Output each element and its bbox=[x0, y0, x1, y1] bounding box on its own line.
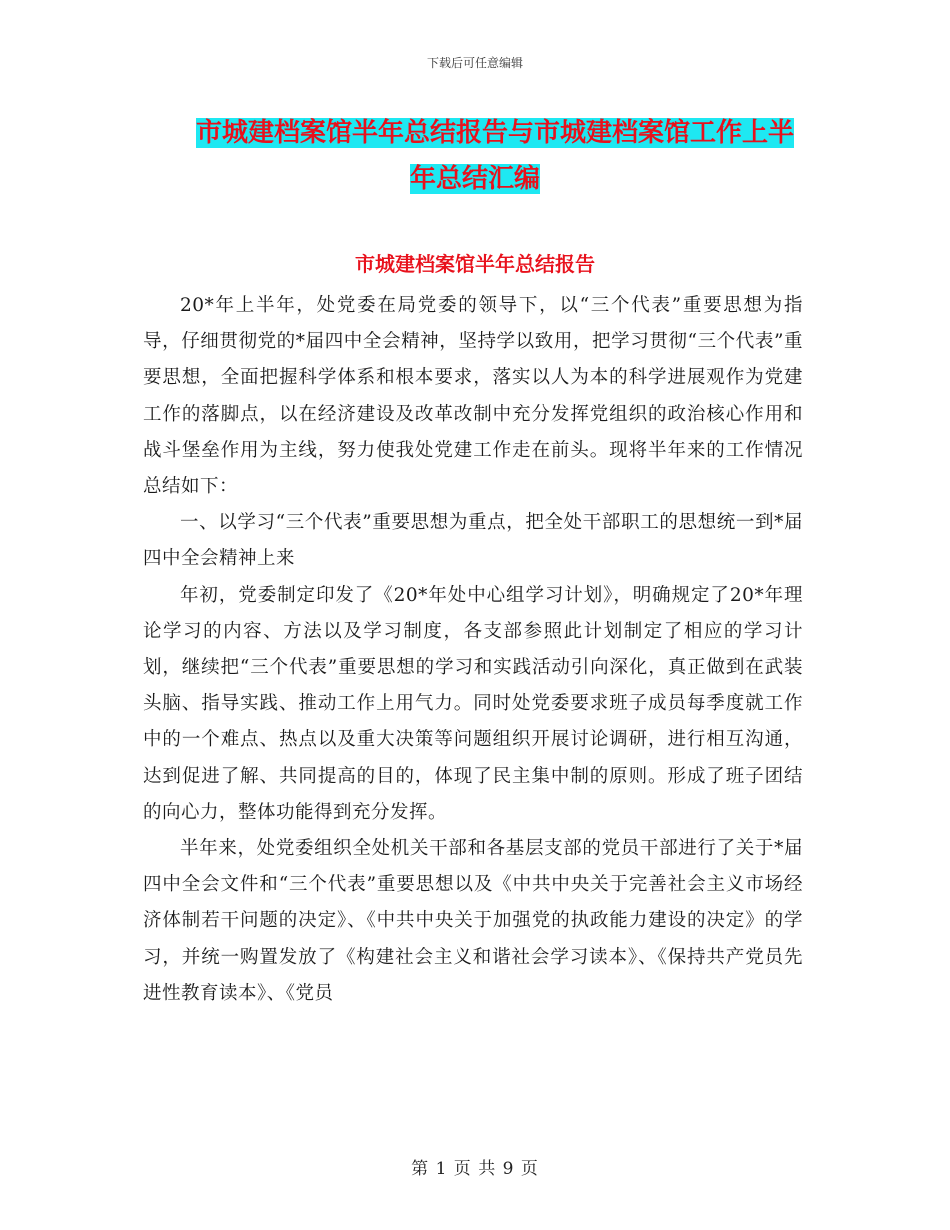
page-number: 第 1 页 共 9 页 bbox=[411, 1159, 539, 1179]
document-title bbox=[0, 110, 950, 202]
paragraph: 年初，党委制定印发了《20*年处中心组学习计划》，明确规定了20*年理论学习的内容、方法以及学习制度，各支部参照此计划制定了相应的学习计划，继续把“三个代表”重要思想的学习和实践活动引向深化，真正做到在武装头脑、指导实践、推动工作上用气力。同时处党委要求班子成员每季度就工作中的一个难点、热点以及重大决策等问题组织开展讨论调研，进行相互沟通，达到促进了解、共同提高的目的，体现了民主集中制的原则。形成了班子团结的向心力，整体功能得到充分发挥。 bbox=[143, 584, 803, 823]
paragraph: 半年来，处党委组织全处机关干部和各基层支部的党员干部进行了关于*届四中全会文件和“三个代表”重要思想以及《中共中央关于完善社会主义市场经济体制若干问题的决定》、《中共中央关于加强党的执政能力建设的决定》的学习，并统一购置发放了《构建社会主义和谐社会学习读本》、《保持共产党员先进性教育读本》、《党员 bbox=[143, 838, 803, 1004]
header-note: 下载后可任意编辑 bbox=[426, 56, 523, 70]
section-title: 市城建档案馆半年总结报告 bbox=[355, 252, 595, 276]
title-line-1: 市城建档案馆半年总结报告与市城建档案馆工作上半 bbox=[195, 118, 794, 148]
document-body bbox=[143, 288, 803, 1012]
paragraph: 一、以学习“三个代表”重要思想为重点，把全处干部职工的思想统一到*届四中全会精神上来 bbox=[143, 512, 803, 570]
title-line-2: 年总结汇编 bbox=[409, 164, 540, 194]
paragraph: 20*年上半年，处党委在局党委的领导下，以“三个代表”重要思想为指导，仔细贯彻党的*届四中全会精神，坚持学以致用，把学习贯彻“三个代表”重要思想，全面把握科学体系和根本要求，落实以人为本的科学进展观作为党建工作的落脚点，以在经济建设及改革改制中充分发挥党组织的政治核心作用和战斗堡垒作用为主线，努力使我处党建工作走在前头。现将半年来的工作情况总结如下： bbox=[143, 295, 803, 498]
